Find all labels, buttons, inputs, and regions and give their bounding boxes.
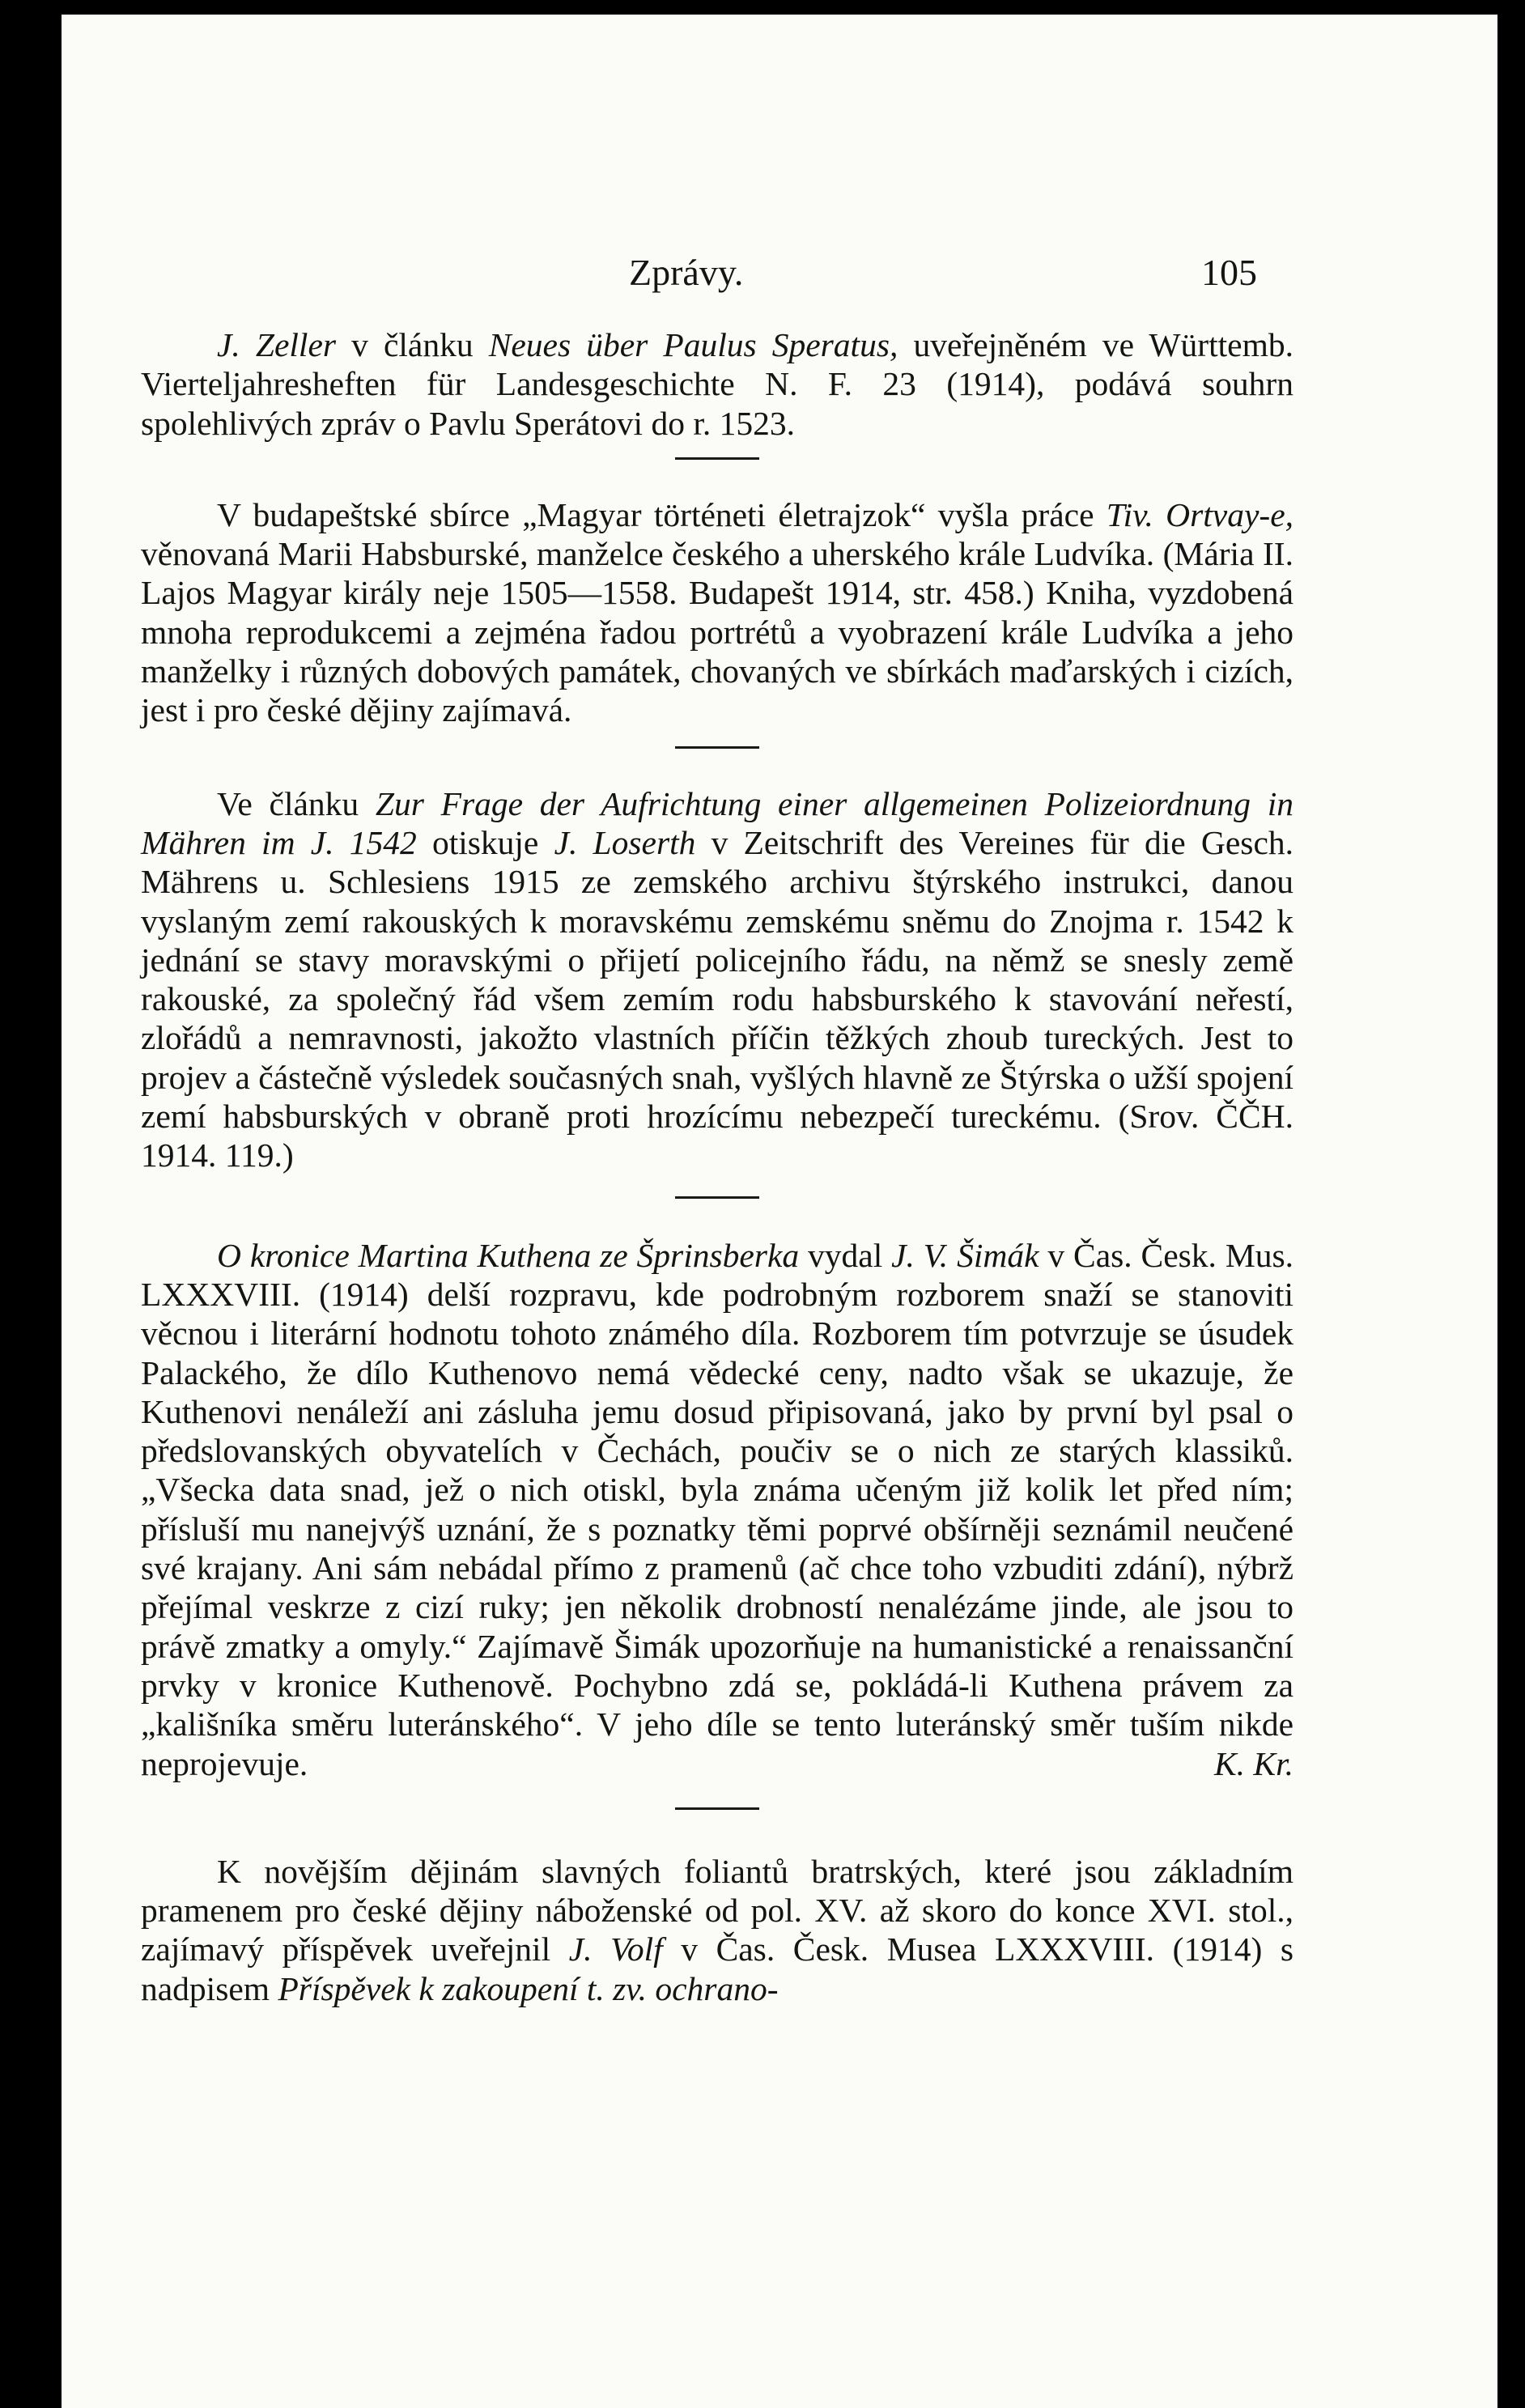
- section-divider: [675, 746, 759, 749]
- book-page: [62, 15, 1497, 2408]
- paragraph-zeller: J. Zeller v článku Neues über Paulus Speratus, uveřejněném ve Württemb. Vierteljahresheften für Landesgeschichte N. F. 23 (1914), podává souhrn spolehlivých zpráv o Pavlu Sperátovi do r. 1523.: [141, 326, 1293, 442]
- article-text: [141, 325, 1293, 2008]
- author-name: Tiv. Ortvay-e,: [1106, 495, 1293, 533]
- page-header: [62, 251, 1497, 299]
- signature: K. Kr.: [1213, 1744, 1293, 1782]
- paragraph-simak: O kronice Martina Kuthena ze Šprinsberka vydal J. V. Šimák v Čas. Česk. Mus. LXXXVIII. (1914) delší rozpravu, kde podrobným rozborem snaží se stanoviti věcnou i literární hodnotu tohoto známého díla. Rozborem tím potvrzuje se úsudek Palackého, že dílo Kuthenovo nemá vědecké ceny, nadto však se ukazuje, že Kuthenovi nenáleží ani zásluha jemu dosud připisovaná, jako by první byl psal o předslovanských obyvatelích v Čechách, poučiv se o nich ze starých klassiků. „Všecka data snad, jež o nich otiskl, byla známa učeným již kolik let před ním; přísluší mu nanejvýš uznání, že s poznatky těmi poprvé obšírněji seznámil neučené své krajany. Ani sám nebádal přímo z pramenů (ač chce toho vzbuditi zdání), nýbrž přejímal veskrze z cizí ruky; jen několik drobností nenalézáme jinde, ale jsou to právě zmatky a omyly.“ Zajímavě Šimák upozorňuje na humanistické a renaissanční prvky v kronice Kuthenově. Pochybno zdá se, pokládá-li Kuthena právem za „kališníka směru luteránského“. V jeho díle se tento luteránský směr tuším nikde neprojevuje. K. Kr.: [141, 1236, 1293, 1782]
- author-name: J. Loserth: [554, 823, 696, 861]
- author-name: J. V. Šimák: [891, 1236, 1039, 1274]
- author-name: J. Zeller: [217, 326, 337, 363]
- section-divider: [675, 1196, 759, 1199]
- article-title: Příspěvek k zakoupení t. zv. ochrano-: [278, 1969, 779, 2007]
- paragraph-ortvay: V budapeštské sbírce „Magyar történeti életrajzok“ vyšla práce Tiv. Ortvay-e, věnovaná Marii Habsburské, manželce českého a uherského krále Ludvíka. (Mária II. Lajos Magyar király neje 1505—1558. Budapešt 1914, str. 458.) Kniha, vyzdobená mnoha reprodukcemi a zejména řadou portrétů a vyobrazení krále Ludvíka a jeho manželky i různých dobových památek, chovaných ve sbírkách maďarských i cizích, jest i pro české dějiny zajímavá.: [141, 495, 1293, 729]
- paragraph-loserth: Ve článku Zur Frage der Aufrichtung einer allgemeinen Polizeiordnung in Mähren im J. 1542 otiskuje J. Loserth v Zeitschrift des Vereines für die Gesch. Mährens u. Schlesiens 1915 ze zemského archivu štýrského instrukci, danou vyslaným zemí rakouských k moravskému zemskému sněmu do Znojma r. 1542 k jednání se stavy moravskými o přijetí policejního řádu, na němž se snesly země rakouské, za společný řád všem zemím rodu habsburského k stavování neřestí, zlořádů a nemravnosti, jakožto vlastních příčin těžkých zhoub tureckých. Jest to projev a částečně výsledek současných snah, vyšlých hlavně ze Štýrska o užší spojení zemí habsburských v obraně proti hrozícímu nebezpečí tureckému. (Srov. ČČH. 1914. 119.): [141, 784, 1293, 1174]
- article-title: Zur Frage der Aufrichtung einer allgemeinen Polizeiordnung in Mähren im J. 1542: [141, 784, 1293, 861]
- running-title: Zprávy.: [629, 252, 744, 293]
- paragraph-volf: K novějším dějinám slavných foliantů bratrských, které jsou základním pramenem pro české dějiny náboženské od pol. XV. až skoro do konce XVI. stol., zajímavý příspěvek uveřejnil J. Volf v Čas. Česk. Musea LXXXVIII. (1914) s nadpisem Příspěvek k zakoupení t. zv. ochrano-: [141, 1852, 1293, 2007]
- article-title: Neues über Paulus Speratus,: [488, 326, 898, 363]
- section-divider: [675, 457, 759, 460]
- author-name: J. Volf: [568, 1930, 663, 1968]
- section-divider: [675, 1807, 759, 1810]
- page-number: 105: [1201, 252, 1257, 293]
- article-title: O kronice Martina Kuthena ze Šprinsberka: [217, 1236, 800, 1274]
